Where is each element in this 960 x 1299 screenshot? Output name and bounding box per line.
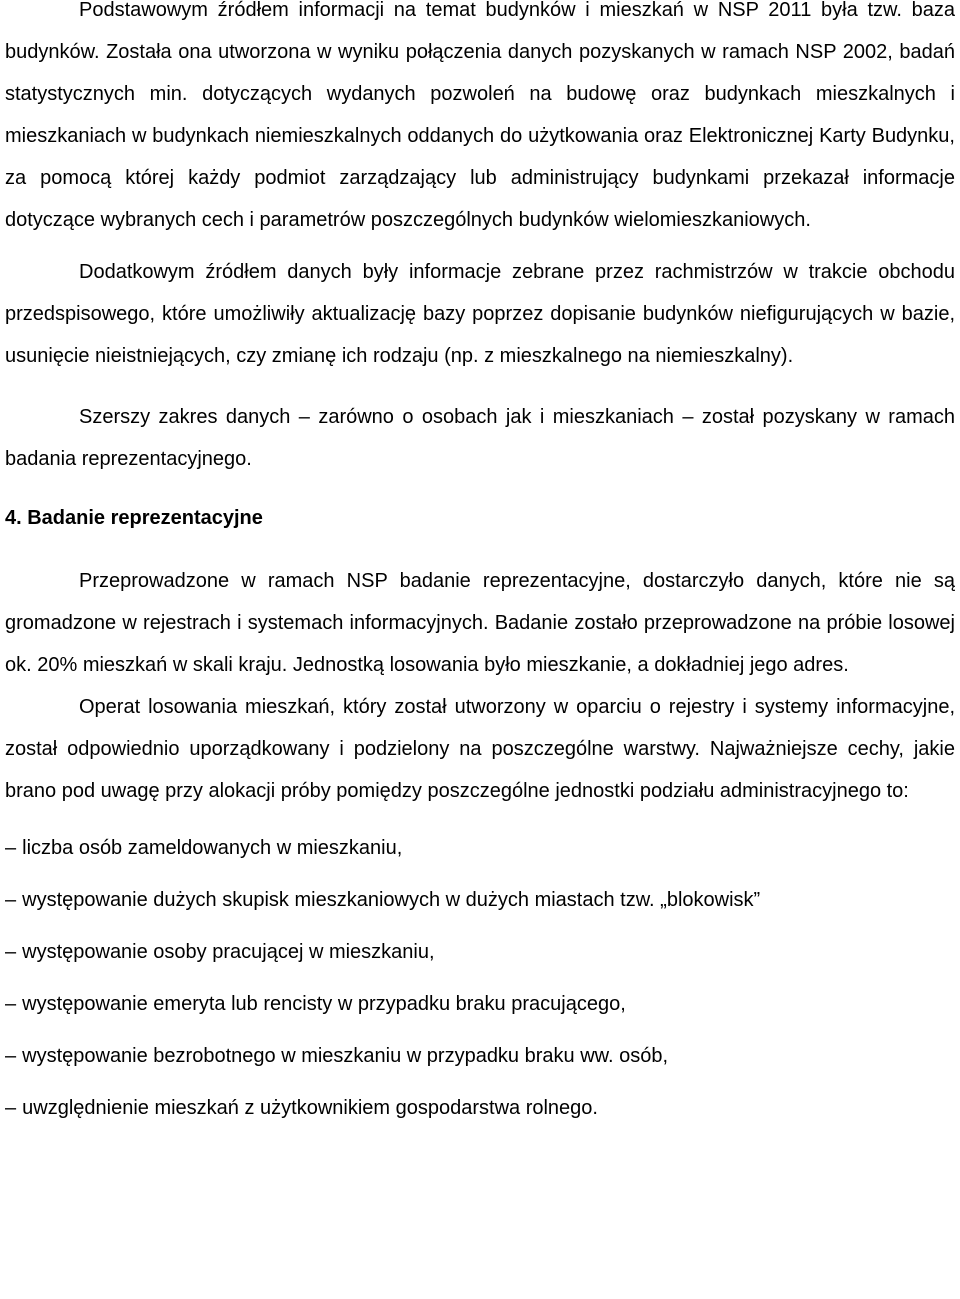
paragraph-additional-source: Dodatkowym źródłem danych były informacje zebrane przez rachmistrzów w trakcie obchodu przedspisowego, które umożliwiły aktualizację bazy poprzez dopisanie budynków niefigurujących w bazie, usunięcie nieistniejących, czy zmianę ich rodzaju (np. z mieszkalnego na niemieszkalny).	[5, 261, 955, 367]
list-dash: –	[5, 993, 17, 1015]
list-item: – występowanie bezrobotnego w mieszkaniu w przypadku braku ww. osób,	[5, 1045, 669, 1067]
list-dash: –	[5, 1097, 17, 1119]
list-item: – występowanie dużych skupisk mieszkaniowych w dużych miastach tzw. „blokowisk”	[5, 889, 761, 911]
list-dash: –	[5, 889, 17, 911]
paragraph-broader-scope: Szerszy zakres danych – zarówno o osobach jak i mieszkaniach – został pozyskany w ramach badania reprezentacyjnego.	[5, 406, 955, 470]
allocation-criteria-list	[5, 822, 955, 1134]
list-item: – liczba osób zameldowanych w mieszkaniu,	[5, 837, 403, 859]
list-item: – występowanie osoby pracującej w mieszkaniu,	[5, 941, 435, 963]
paragraph-building-database: Podstawowym źródłem informacji na temat budynków i mieszkań w NSP 2011 była tzw. baza budynków. Została ona utworzona w wyniku połączenia danych pozyskanych w ramach NSP 2002, badań statystycznych min. dotyczących wydanych pozwoleń na budowę oraz budynkach mieszkalnych i mieszkaniach w budynkach niemieszkalnych oddanych do użytkowania oraz Elektronicznej Karty Budynku, za pomocą której każdy podmiot zarządzający lub administrujący budynkami przekazał informacje dotyczące wybranych cech i parametrów poszczególnych budynków wielomieszkaniowych.	[5, 0, 955, 231]
list-dash: –	[5, 837, 17, 859]
paragraph-survey-description: Przeprowadzone w ramach NSP badanie reprezentacyjne, dostarczyło danych, które nie są gromadzone w rejestrach i systemach informacyjnych. Badanie zostało przeprowadzone na próbie losowej ok. 20% mieszkań w skali kraju. Jednostką losowania było mieszkanie, a dokładniej jego adres.	[5, 570, 955, 676]
list-dash: –	[5, 941, 17, 963]
list-item: – występowanie emeryta lub rencisty w przypadku braku pracującego,	[5, 993, 626, 1015]
section-heading: 4. Badanie reprezentacyjne	[5, 507, 263, 529]
paragraph-sampling-frame: Operat losowania mieszkań, który został utworzony w oparciu o rejestry i systemy informacyjne, został odpowiednio uporządkowany i podzielony na poszczególne warstwy. Najważniejsze cechy, jakie brano pod uwagę przy alokacji próby pomiędzy poszczególne jednostki podziału administracyjnego to:	[5, 696, 955, 802]
list-item: – uwzględnienie mieszkań z użytkownikiem gospodarstwa rolnego.	[5, 1097, 598, 1119]
list-dash: –	[5, 1045, 17, 1067]
